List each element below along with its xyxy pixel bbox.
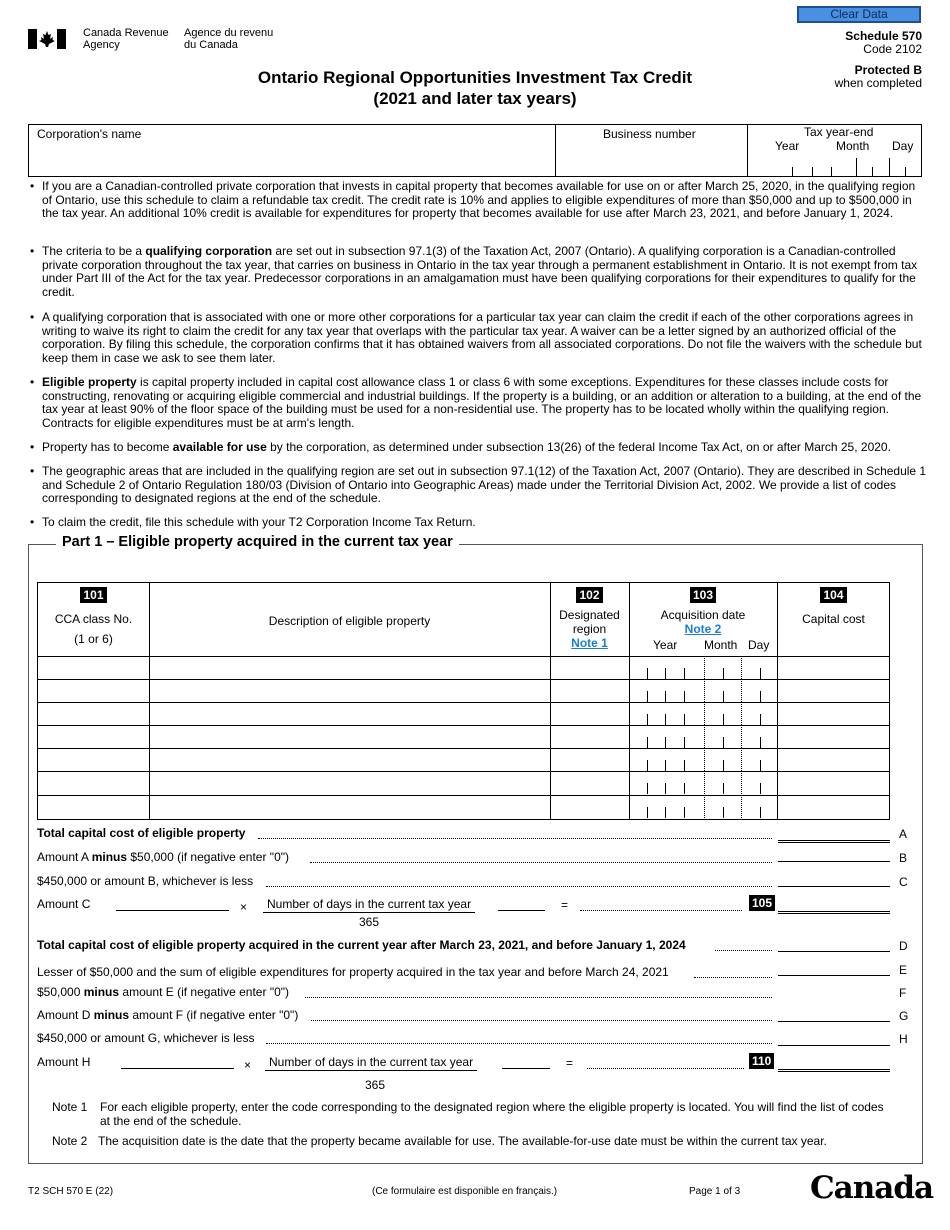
days-numerator-c: Number of days in the current tax year <box>263 897 475 913</box>
note-1-link[interactable]: Note 1 <box>571 636 608 650</box>
business-number-field[interactable]: Business number <box>555 125 747 176</box>
line-h-field[interactable] <box>778 1034 890 1046</box>
line-letter-h: H <box>899 1032 908 1046</box>
line-e-label: Lesser of $50,000 and the sum of eligible expenditures for property acquired in the tax year and before March 24, 2021 <box>37 965 669 979</box>
corporation-name-field[interactable]: Corporation's name <box>37 127 142 141</box>
note-1-label: Note 1 <box>52 1100 88 1114</box>
date-tick <box>684 760 685 771</box>
amount-h-field[interactable] <box>121 1059 234 1069</box>
date-tick <box>665 737 666 748</box>
identification-table <box>28 124 922 177</box>
note-2-text: The acquisition date is the date that the property became available for use. The available-for-use date must be within the current tax year. <box>98 1134 827 1148</box>
part1-title: Part 1 – Eligible property acquired in the current tax year <box>56 534 459 550</box>
date-tick <box>704 656 705 679</box>
equals-sign-h: = <box>566 1056 574 1070</box>
date-tick <box>760 668 761 679</box>
col-104-header: 104 Capital cost <box>802 588 865 626</box>
date-tick <box>647 691 648 702</box>
date-tick <box>665 807 666 818</box>
date-tick <box>741 748 742 771</box>
date-tick <box>760 691 761 702</box>
bullet-associated-corporations: • A qualifying corporation that is associated with one or more other corporations for a particular tax year can claim the credit if each of the other corporations agrees in writing to waive its right to claim the credit for any tax year that overlaps with the particular tax year. A waiver can be a letter signed by an authorized official of the corporation. By filing this schedule, the corporation confirms that it has obtained waivers from all associated corporations. Do not file the waivers with the schedule but keep them in case we ask to see them later. <box>28 311 928 365</box>
date-tick <box>647 737 648 748</box>
date-tick <box>684 691 685 702</box>
date-tick <box>741 702 742 725</box>
code-110: 110 <box>749 1053 774 1069</box>
date-tick <box>704 679 705 702</box>
days-field-c[interactable] <box>498 901 545 911</box>
line-h-label: $450,000 or amount G, whichever is less <box>37 1031 255 1045</box>
line-letter-b: B <box>899 851 908 865</box>
date-tick <box>665 714 666 725</box>
date-tick <box>684 807 685 818</box>
bullet-available-for-use: • Property has to become available for use by the corporation, as determined under subsection 13(26) of the federal Income Tax Act, on or after March 25, 2020. <box>28 441 928 455</box>
date-tick <box>723 760 724 771</box>
form-title: Ontario Regional Opportunities Investment Tax Credit (2021 and later tax years) <box>257 68 693 108</box>
amount-c-label: Amount C <box>37 897 91 911</box>
line-b-field[interactable] <box>778 850 890 862</box>
eligible-property-table <box>37 582 890 820</box>
date-tick <box>647 714 648 725</box>
equals-sign-c: = <box>561 898 569 912</box>
col-103-header: 103 Acquisition date Note 2 Year Month Day <box>629 587 777 650</box>
date-tick <box>741 771 742 794</box>
date-tick <box>723 668 724 679</box>
line-letter-c: C <box>899 875 908 889</box>
date-tick <box>741 656 742 679</box>
date-tick <box>704 795 705 818</box>
times-sign-c: × <box>240 900 248 914</box>
date-tick <box>723 737 724 748</box>
date-tick <box>647 807 648 818</box>
note-2-label: Note 2 <box>52 1134 88 1148</box>
date-tick <box>760 807 761 818</box>
amount-h-label: Amount H <box>37 1055 91 1069</box>
date-tick <box>723 783 724 794</box>
line-a-field[interactable] <box>778 831 890 843</box>
date-tick <box>704 771 705 794</box>
line-110-field[interactable] <box>778 1060 890 1072</box>
line-e-field[interactable] <box>778 964 890 976</box>
date-tick <box>665 668 666 679</box>
date-tick <box>684 737 685 748</box>
tax-year-end-field[interactable]: Tax year-end Year Month Day <box>747 125 921 176</box>
col-description-header: Description of eligible property <box>268 614 431 628</box>
days-field-h[interactable] <box>502 1059 550 1069</box>
date-tick <box>647 668 648 679</box>
note-1-text: For each eligible property, enter the code corresponding to the designated region where the eligible property is located. You will find the list of codes at the end of the schedule. <box>100 1100 884 1128</box>
date-tick <box>704 702 705 725</box>
col-102-header: 102 Designated region Note 1 <box>550 587 629 650</box>
date-tick <box>760 714 761 725</box>
date-tick <box>665 760 666 771</box>
line-d-label: Total capital cost of eligible property acquired in the current year after March 23, 2021, and before January 1, 2024 <box>37 938 686 952</box>
line-a-label: Total capital cost of eligible property <box>37 826 246 840</box>
line-105-field[interactable] <box>778 902 890 914</box>
line-f-label: $50,000 minus amount E (if negative enter "0") <box>37 985 290 999</box>
date-tick <box>704 725 705 748</box>
canada-flag-icon <box>28 29 66 49</box>
date-tick <box>741 795 742 818</box>
line-c-field[interactable] <box>778 875 890 887</box>
date-tick <box>665 691 666 702</box>
bullet-refundable-credit: • If you are a Canadian-controlled private corporation that invests in capital property that becomes available for use on or after March 25, 2020, in the qualifying region of Ontario, use this schedule to claim a refundable tax credit. The credit rate is 10% and applies to eligible expenditures of more than $50,000 and up to $500,000 in the tax year. An additional 10% credit is available for expenditures for property that becomes available for use after March 23, 2021, and before January 1, 2024. <box>28 180 928 221</box>
bullet-qualifying-corporation: • The criteria to be a qualifying corporation are set out in subsection 97.1(3) of the Taxation Act, 2007 (Ontario). A qualifying corporation is a Canadian-controlled private corporation throughout the tax year, that carries on business in Ontario in the tax year through a permanent establishment in Ontario. It is not exempt from tax under Part III of the Act for the tax year. Predecessor corporations in an amalgamation must have been qualifying corporations for their expenditures to qualify for the credit. <box>28 245 928 299</box>
date-tick <box>760 737 761 748</box>
date-tick <box>723 807 724 818</box>
date-tick <box>704 748 705 771</box>
page-number: Page 1 of 3 <box>689 1186 741 1197</box>
date-tick <box>684 668 685 679</box>
bullet-qualifying-region: • The geographic areas that are included in the qualifying region are set out in subsection 97.1(12) of the Taxation Act, 2007 (Ontario). They are described in Schedule 1 and Schedule 2 of Ontario Regulation 180/03 (Division of Ontario into Geographic Areas) made under the Territorial Division Act, 2002. We provide a list of codes corresponding to designated regions at the end of the schedule. <box>28 465 928 506</box>
schedule-info: Schedule 570 Code 2102 Protected B when completed <box>834 29 922 90</box>
note-2-link[interactable]: Note 2 <box>684 622 722 636</box>
days-365-c: 365 <box>359 915 380 929</box>
date-tick <box>684 714 685 725</box>
date-tick <box>741 725 742 748</box>
agency-name-fr: Agence du revenu du Canada <box>184 27 274 51</box>
date-tick <box>741 679 742 702</box>
form-identifier: T2 SCH 570 E (22) <box>28 1186 114 1197</box>
days-365-h: 365 <box>365 1078 386 1092</box>
date-tick <box>723 714 724 725</box>
days-numerator-h: Number of days in the current tax year <box>265 1055 477 1071</box>
date-tick <box>684 783 685 794</box>
line-g-field[interactable] <box>778 1010 890 1022</box>
amount-c-field[interactable] <box>116 901 229 911</box>
line-letter-d: D <box>899 939 908 953</box>
bullet-how-to-claim: • To claim the credit, file this schedule with your T2 Corporation Income Tax Return. <box>28 516 928 530</box>
line-letter-e: E <box>899 963 908 977</box>
clear-data-button[interactable]: Clear Data <box>797 6 921 23</box>
line-letter-f: F <box>899 986 907 1000</box>
french-availability: (Ce formulaire est disponible en français.) <box>372 1186 558 1197</box>
line-c-label: $450,000 or amount B, whichever is less <box>37 874 254 888</box>
line-g-label: Amount D minus amount F (if negative enter "0") <box>37 1008 299 1022</box>
line-d-field[interactable] <box>778 940 890 952</box>
date-tick <box>647 760 648 771</box>
col-101-header: 101 CCA class No. (1 or 6) <box>54 588 133 646</box>
line-letter-g: G <box>899 1009 909 1023</box>
date-tick <box>760 783 761 794</box>
line-letter-a: A <box>899 827 908 841</box>
line-b-label: Amount A minus $50,000 (if negative enter "0") <box>37 850 289 864</box>
agency-name-en: Canada Revenue Agency <box>83 27 169 51</box>
date-tick <box>723 691 724 702</box>
date-tick <box>647 783 648 794</box>
date-tick <box>665 783 666 794</box>
times-sign-h: × <box>244 1058 252 1072</box>
bullet-eligible-property: • Eligible property is capital property included in capital cost allowance class 1 or class 6 with some exceptions. Expenditures for these classes include costs for constructing, renovating or acquiring eligible commercial and industrial buildings. If the property is a building, or an addition or alteration to a building, at the end of the tax year at least 90% of the floor space of the building must be used for a non-residential use. The property has to be located wholly within the qualifying region. Contracts for eligible expenditures must be at arm's length. <box>28 376 928 430</box>
canada-wordmark: Canada <box>810 1170 934 1206</box>
date-tick <box>760 760 761 771</box>
code-105: 105 <box>749 895 775 911</box>
